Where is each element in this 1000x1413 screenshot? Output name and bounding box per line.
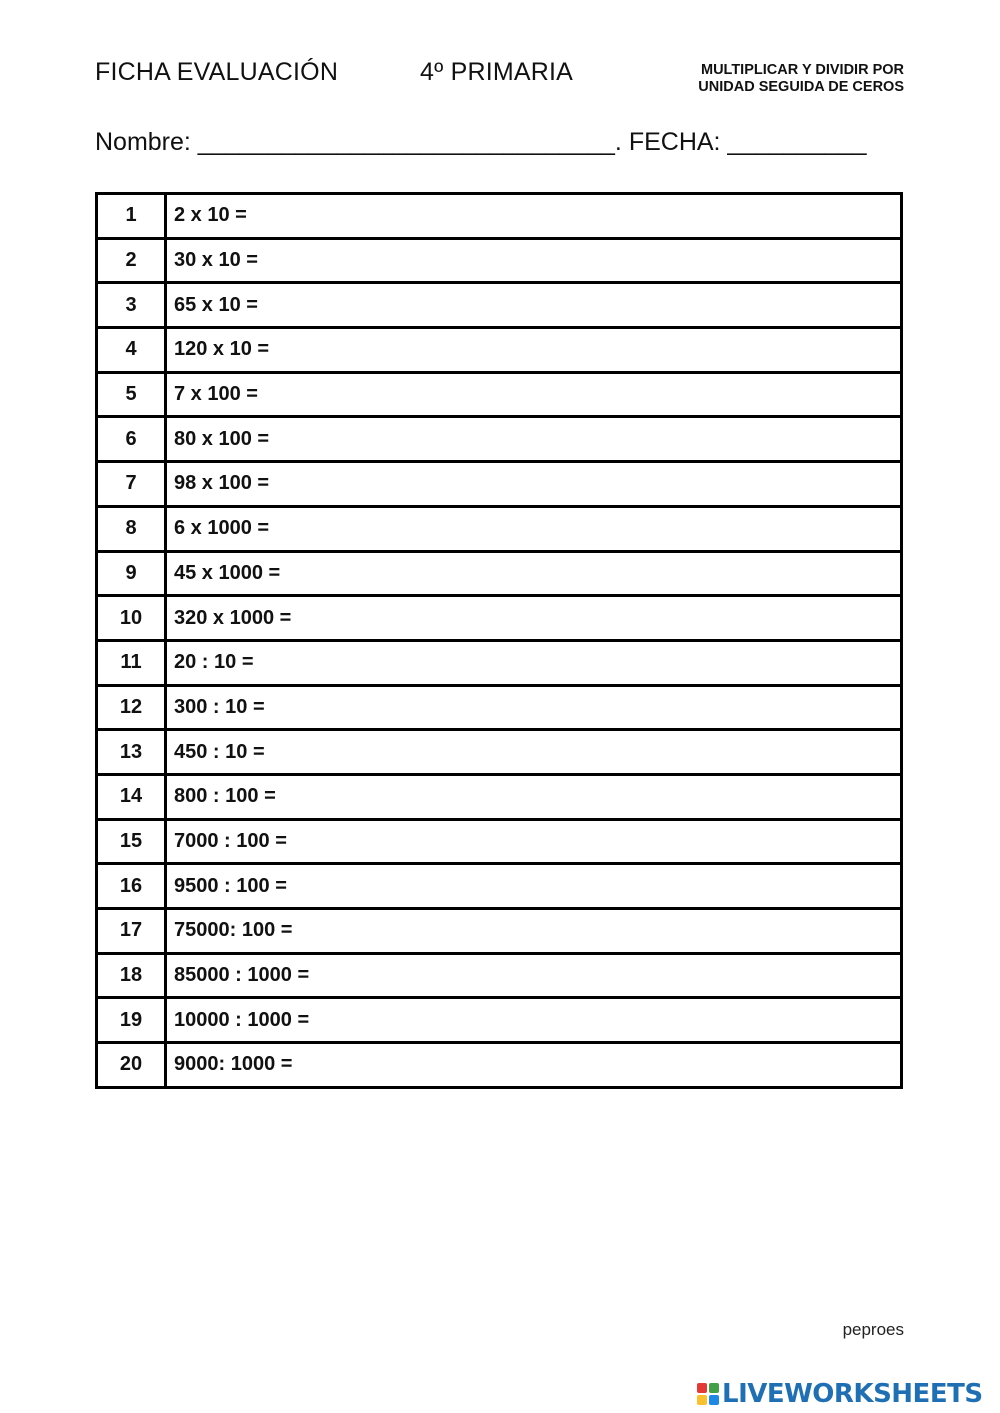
liveworksheets-logo [697, 1378, 983, 1410]
exercise-row [97, 283, 902, 328]
exercise-row [97, 328, 902, 373]
brand-name: LIVEWORKSHEETS [722, 1379, 983, 1409]
exercise-number: 5 [97, 372, 166, 417]
exercise-row [97, 551, 902, 596]
exercise-row [97, 953, 902, 998]
exercise-expression[interactable]: 9500 : 100 = [166, 864, 902, 909]
exercise-row [97, 1043, 902, 1088]
exercise-expression[interactable]: 2 x 10 = [166, 194, 902, 239]
exercise-expression[interactable]: 10000 : 1000 = [166, 998, 902, 1043]
exercise-number: 12 [97, 685, 166, 730]
exercise-row [97, 506, 902, 551]
exercise-row [97, 462, 902, 507]
brand-logo-square [709, 1383, 719, 1393]
exercise-number: 11 [97, 640, 166, 685]
exercise-row [97, 372, 902, 417]
topic-line-1: MULTIPLICAR Y DIVIDIR POR [700, 62, 904, 78]
exercise-number: 19 [97, 998, 166, 1043]
brand-logo-square [709, 1395, 719, 1405]
brand-logo-square [697, 1395, 707, 1405]
exercise-number: 6 [97, 417, 166, 462]
exercise-row [97, 774, 902, 819]
exercise-row [97, 194, 902, 239]
exercise-row [97, 596, 902, 641]
exercise-table [95, 192, 903, 1089]
exercise-expression[interactable]: 65 x 10 = [166, 283, 902, 328]
exercise-row [97, 909, 902, 954]
exercise-expression[interactable]: 85000 : 1000 = [166, 953, 902, 998]
exercise-expression[interactable]: 20 : 10 = [166, 640, 902, 685]
exercise-number: 2 [97, 238, 166, 283]
exercise-number: 14 [97, 774, 166, 819]
exercise-expression[interactable]: 7 x 100 = [166, 372, 902, 417]
exercise-number: 18 [97, 953, 166, 998]
brand-logo-square [697, 1383, 707, 1393]
exercise-row [97, 685, 902, 730]
exercise-number: 16 [97, 864, 166, 909]
exercise-expression[interactable]: 800 : 100 = [166, 774, 902, 819]
exercise-expression[interactable]: 120 x 10 = [166, 328, 902, 373]
exercise-row [97, 864, 902, 909]
exercise-number: 7 [97, 462, 166, 507]
exercise-number: 8 [97, 506, 166, 551]
exercise-row [97, 998, 902, 1043]
grade-label: 4º PRIMARIA [420, 58, 574, 86]
exercise-expression[interactable]: 45 x 1000 = [166, 551, 902, 596]
topic-line-2: UNIDAD SEGUIDA DE CEROS [698, 79, 904, 95]
exercise-row [97, 417, 902, 462]
name-date-line[interactable]: Nombre: ______________________________. FECHA: __________ [95, 128, 867, 156]
exercise-number: 17 [97, 909, 166, 954]
exercise-expression[interactable]: 6 x 1000 = [166, 506, 902, 551]
exercise-expression[interactable]: 300 : 10 = [166, 685, 902, 730]
exercise-number: 15 [97, 819, 166, 864]
exercise-number: 13 [97, 730, 166, 775]
exercise-expression[interactable]: 320 x 1000 = [166, 596, 902, 641]
worksheet-title: FICHA EVALUACIÓN [95, 58, 339, 86]
brand-logo-icon [697, 1383, 719, 1405]
exercise-number: 10 [97, 596, 166, 641]
exercise-row [97, 640, 902, 685]
exercise-number: 1 [97, 194, 166, 239]
exercise-number: 3 [97, 283, 166, 328]
exercise-row [97, 238, 902, 283]
exercise-expression[interactable]: 75000: 100 = [166, 909, 902, 954]
exercise-expression[interactable]: 80 x 100 = [166, 417, 902, 462]
exercise-number: 9 [97, 551, 166, 596]
topic-label [698, 62, 904, 96]
exercise-row [97, 730, 902, 775]
exercise-expression[interactable]: 7000 : 100 = [166, 819, 902, 864]
exercise-expression[interactable]: 30 x 10 = [166, 238, 902, 283]
exercise-row [97, 819, 902, 864]
exercise-number: 4 [97, 328, 166, 373]
exercise-expression[interactable]: 98 x 100 = [166, 462, 902, 507]
author-credit: peproes [842, 1320, 904, 1339]
exercise-expression[interactable]: 450 : 10 = [166, 730, 902, 775]
exercise-expression[interactable]: 9000: 1000 = [166, 1043, 902, 1088]
exercise-number: 20 [97, 1043, 166, 1088]
